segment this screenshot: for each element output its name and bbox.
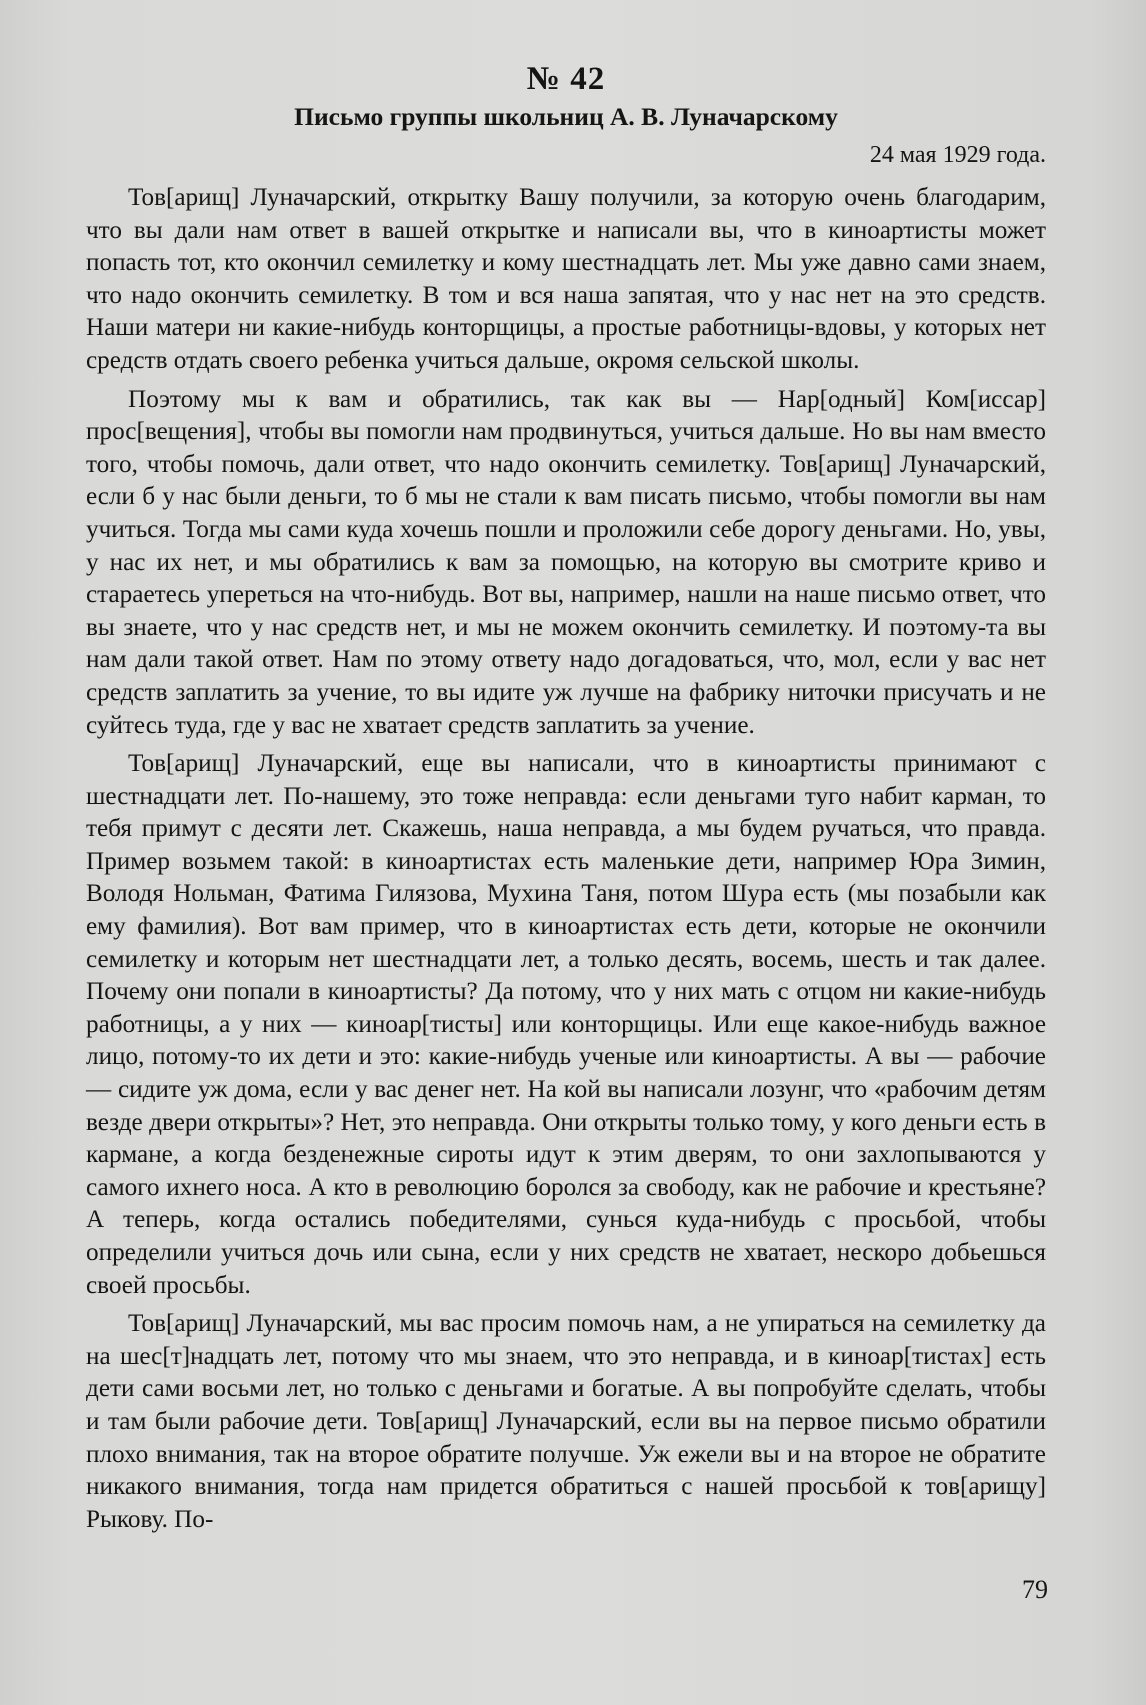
page-number: 79 xyxy=(1022,1575,1048,1604)
document-date: 24 мая 1929 года. xyxy=(869,142,1046,168)
document-number: № 42 xyxy=(526,61,606,97)
document-body xyxy=(86,60,1046,1542)
paragraph: Тов[арищ] Луначарский, мы вас просим помочь нам, а не упираться на семилетку да на шес[т]надцать лет, потому что мы знаем, что это неправда, и в киноар[тистах] есть дети сами восьми лет, но только с деньгами и богатые. А вы попробуйте сделать, чтобы и там были рабочие дети. Тов[арищ] Луначарский, если вы на первое письмо обратили плохо внимания, так на второе обратите получше. Уж ежели вы и на второе не обратите никакого внимания, тогда нам придется обратиться с нашей просьбой к тов[арищу] Рыкову. По- xyxy=(86,1310,1046,1533)
paragraph: Тов[арищ] Луначарский, открытку Вашу получили, за которую очень благодарим, что вы дали нам ответ в вашей открытке и написали вы, что в киноартисты может попасть тот, кто окончил семилетку и кому шестнадцать лет. Мы уже давно сами знаем, что надо окончить семилетку. В том и вся наша запятая, что у нас нет на это средств. Наши матери ни какие-нибудь конторщицы, а простые работницы-вдовы, у которых нет средств отдать своего ребенка учиться дальше, окромя сельской школы. xyxy=(86,184,1046,374)
document-title: Письмо группы школьниц А. В. Луначарскому xyxy=(294,102,838,131)
paragraph: Тов[арищ] Луначарский, еще вы написали, что в киноартисты принимают с шестнадцати лет. По-нашему, это тоже неправда: если деньгами туго набит карман, то тебя примут с десяти лет. Скажешь, наша неправда, а мы будем ручаться, что правда. Пример возьмем такой: в киноартистах есть маленькие дети, например Юра Зимин, Володя Нольман, Фатима Гилязова, Мухина Таня, потом Шура есть (мы позабыли как ему фамилия). Вот вам пример, что в киноартистах есть дети, которые не окончили семилетку и которым нет шестнадцати лет, а только десять, восемь, шесть и так далее. Почему они попали в киноартисты? Да потому, что у них мать с отцом ни какие-нибудь работницы, а у них — киноар[тисты] или конторщицы. Или еще какое-нибудь важное лицо, потому-то их дети и это: какие-нибудь ученые или киноартисты. А вы — рабочие — сидите уж дома, если у вас денег нет. На кой вы написали лозунг, что «рабочим детям везде двери открыты»? Нет, это неправда. Они открыты только тому, у кого деньги есть в кармане, а когда безденежные сироты идут к этим дверям, то они захлопываются у самого ихнего носа. А кто в революцию боролся за свободу, как не рабочие и крестьяне? А теперь, когда остались победителями, сунься куда-нибудь с просьбой, чтобы определили учиться дочь или сына, если у них средств не хватает, нескоро добьешься своей просьбы. xyxy=(86,750,1046,1299)
paragraph: Поэтому мы к вам и обратились, так как вы — Нар[одный] Ком[иссар] прос[вещения], чтобы вы помогли нам продвинуться, учиться дальше. Но вы нам вместо того, чтобы помочь, дали ответ, что надо окончить семилетку. Тов[арищ] Луначарский, если б у нас были деньги, то б мы не стали к вам писать письмо, чтобы помогли вы нам учиться. Тогда мы сами куда хочешь пошли и проложили себе дорогу деньгами. Но, увы, у нас их нет, и мы обратились к вам за помощью, на которую вы смотрите криво и стараетесь упереться на что-нибудь. Вот вы, например, нашли на наше письмо ответ, что вы знаете, что у нас средств нет, и мы не можем окончить семилетку. И поэтому-та вы нам дали такой ответ. Нам по этому ответу надо догадоваться, что, мол, если у вас нет средств заплатить за учение, то вы идите уж лучше на фабрику ниточки присучать и не суйтесь туда, где у вас не хватает средств заплатить за учение. xyxy=(86,385,1046,739)
